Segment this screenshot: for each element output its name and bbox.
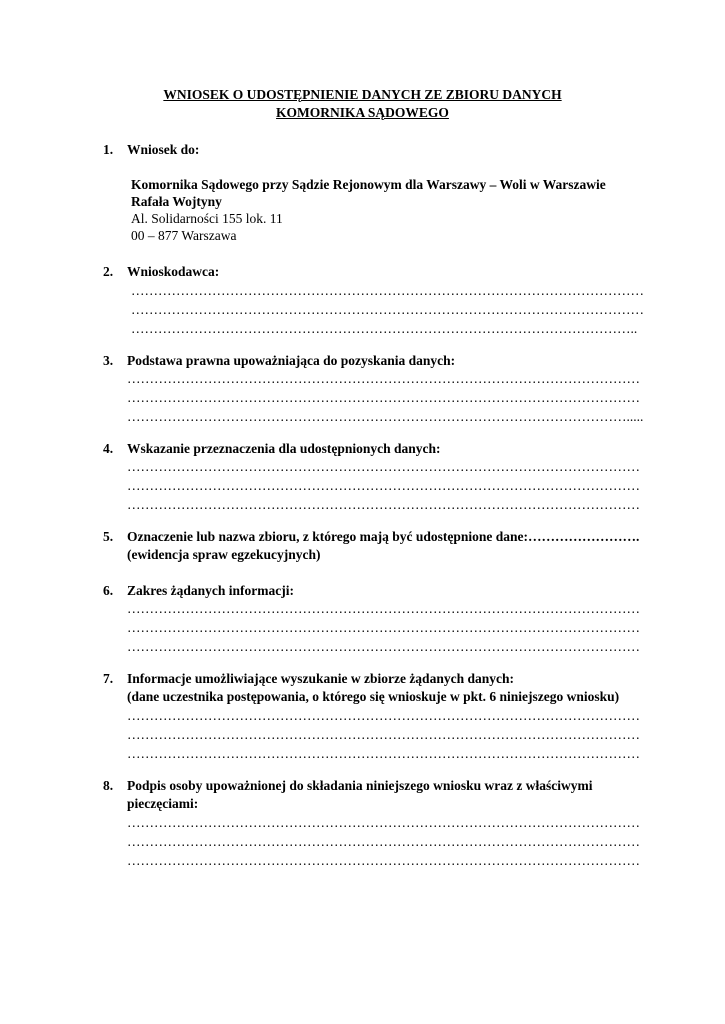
section-6-number: 6.: [103, 583, 114, 598]
section-8-line-1[interactable]: ……………………………………………………………………………………………………: [127, 815, 640, 830]
section-5-subheading: (ewidencja spraw egzekucyjnych): [127, 547, 321, 562]
document-title-line2: KOMORNIKA SĄDOWEGO: [276, 105, 449, 120]
section-4-line-1[interactable]: ……………………………………………………………………………………………………: [127, 459, 640, 474]
section-3-number: 3.: [103, 353, 114, 368]
recipient-city: 00 – 877 Warszawa: [131, 228, 237, 243]
section-2-line-2[interactable]: ……………………………………………………………………………………………………: [131, 302, 644, 317]
section-3-line-2[interactable]: ……………………………………………………………………………………………………: [127, 390, 640, 405]
section-1-heading: Wniosek do:: [127, 142, 200, 157]
section-7-subheading: (dane uczestnika postępowania, o którego się wnioskuje w pkt. 6 niniejszego wniosku): [127, 689, 620, 704]
section-6-line-3[interactable]: ……………………………………………………………………………………………………: [127, 639, 640, 654]
section-6-heading: Zakres żądanych informacji:: [127, 583, 294, 598]
section-4-line-3[interactable]: ……………………………………………………………………………………………………: [127, 497, 640, 512]
section-8-subheading: pieczęciami:: [127, 796, 199, 811]
document-title-line1: WNIOSEK O UDOSTĘPNIENIE DANYCH ZE ZBIORU DANYCH: [163, 87, 562, 102]
section-8-line-3[interactable]: ……………………………………………………………………………………………………: [127, 853, 640, 868]
section-5-heading: Oznaczenie lub nazwa zbioru, z którego mają być udostępnione dane:…………………….: [127, 529, 640, 544]
recipient-name: Komornika Sądowego przy Sądzie Rejonowym dla Warszawy – Woli w Warszawie: [131, 177, 606, 192]
section-4-line-2[interactable]: ……………………………………………………………………………………………………: [127, 478, 640, 493]
section-8-number: 8.: [103, 778, 114, 793]
section-2-heading: Wnioskodawca:: [127, 264, 220, 279]
section-5-number: 5.: [103, 529, 114, 544]
section-8-line-2[interactable]: ……………………………………………………………………………………………………: [127, 834, 640, 849]
section-7-line-2[interactable]: ……………………………………………………………………………………………………: [127, 727, 640, 742]
section-4-heading: Wskazanie przeznaczenia dla udostępnionych danych:: [127, 441, 441, 456]
section-7-line-3[interactable]: ……………………………………………………………………………………………………: [127, 746, 640, 761]
section-7-heading: Informacje umożliwiające wyszukanie w zbiorze żądanych danych:: [127, 671, 514, 686]
section-3-heading: Podstawa prawna upoważniająca do pozyskania danych:: [127, 353, 456, 368]
section-2-number: 2.: [103, 264, 114, 279]
section-1-number: 1.: [103, 142, 114, 157]
section-6-line-2[interactable]: ……………………………………………………………………………………………………: [127, 620, 640, 635]
section-4-number: 4.: [103, 441, 114, 456]
section-3-line-3[interactable]: ………………………………………………………………………………………………….....: [127, 409, 644, 424]
section-2-line-1[interactable]: ……………………………………………………………………………………………………: [131, 283, 644, 298]
section-6-line-1[interactable]: ……………………………………………………………………………………………………: [127, 601, 640, 616]
section-8-heading: Podpis osoby upoważnionej do składania niniejszego wniosku wraz z właściwymi: [127, 778, 593, 793]
recipient-person: Rafała Wojtyny: [131, 194, 222, 209]
section-2-line-3[interactable]: …………………………………………………………………………………………………..: [131, 321, 638, 336]
section-7-number: 7.: [103, 671, 114, 686]
section-7-line-1[interactable]: ……………………………………………………………………………………………………: [127, 708, 640, 723]
recipient-street: Al. Solidarności 155 lok. 11: [131, 211, 283, 226]
section-3-line-1[interactable]: ……………………………………………………………………………………………………: [127, 371, 640, 386]
